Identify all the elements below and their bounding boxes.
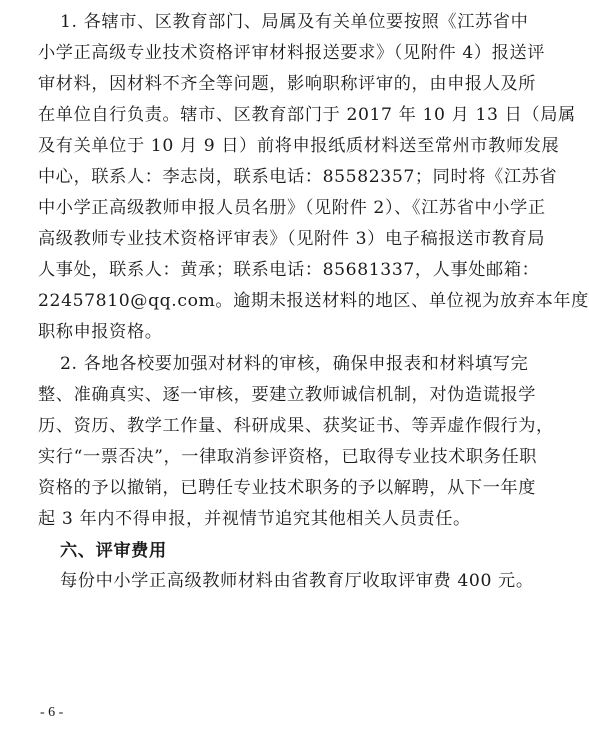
paragraph-1-line-2: 小学正高级专业技术资格评审材料报送要求》（见附件 4）报送评	[38, 43, 546, 63]
paragraph-2-line-4: 实行“一票否决”，一律取消参评资格，已取得专业技术职务任职	[38, 447, 538, 467]
paragraph-2-line-1: 2. 各地各校要加强对材料的审核，确保申报表和材料填写完	[60, 354, 529, 374]
paragraph-1-line-5: 及有关单位于 10 月 9 日）前将申报纸质材料送至常州市教师发展	[38, 136, 560, 156]
paragraph-1-line-10: 22457810@qq.com。逾期未报送材料的地区、单位视为放弃本年度	[38, 291, 589, 311]
paragraph-1-line-3: 审材料，因材料不齐全等问题，影响职称评审的，由申报人及所	[38, 74, 537, 94]
page-number: - 6 -	[40, 705, 64, 720]
paragraph-1-line-1: 1. 各辖市、区教育部门、局属及有关单位要按照《江苏省中	[60, 12, 529, 32]
paragraph-2-line-3: 历、资历、教学工作量、科研成果、获奖证书、等弄虚作假行为，	[38, 416, 554, 436]
paragraph-2-line-5: 资格的予以撤销，已聘任专业技术职务的予以解聘，从下一年度	[38, 478, 537, 498]
paragraph-1-line-8: 高级教师专业技术资格评审表》（见附件 3）电子稿报送市教育局	[38, 229, 546, 249]
section-heading: 六、评审费用	[60, 541, 167, 561]
paragraph-1-line-7: 中小学正高级教师申报人员名册》（见附件 2）、《江苏省中小学正	[38, 198, 546, 218]
paragraph-2-line-2: 整、准确真实、逐一审核，要建立教师诚信机制，对伪造谎报学	[38, 385, 537, 405]
paragraph-2-line-6: 起 3 年内不得申报，并视情节追究其他相关人员责任。	[38, 509, 471, 529]
paragraph-1-line-6: 中心，联系人：李志岗，联系电话：85582357；同时将《江苏省	[38, 167, 558, 187]
paragraph-1-line-11: 职称申报资格。	[38, 322, 163, 342]
paragraph-1-line-4: 在单位自行负责。辖市、区教育部门于 2017 年 10 月 13 日（局属	[38, 105, 576, 125]
paragraph-3-line-1: 每份中小学正高级教师材料由省教育厅收取评审费 400 元。	[60, 571, 534, 591]
paragraph-1-line-9: 人事处，联系人：黄承；联系电话：85681337，人事处邮箱：	[38, 260, 540, 280]
